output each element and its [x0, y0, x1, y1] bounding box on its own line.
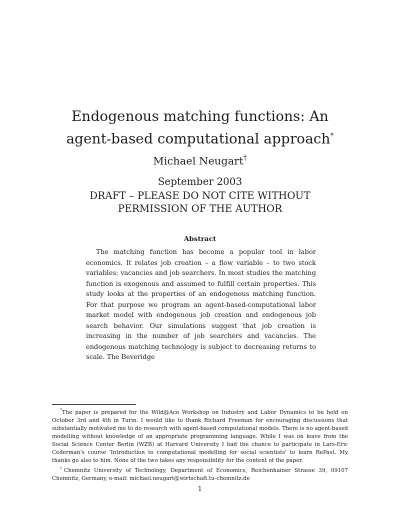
author-text: Michael Neugart	[153, 155, 244, 168]
title-footnote-mark: *	[330, 132, 334, 140]
footnote-2	[52, 464, 348, 483]
abstract-heading: Abstract	[183, 235, 217, 243]
paper-date: September 2003	[157, 177, 243, 188]
abstract-body: The matching function has become a popular tool in labor economics. It relates job creation – a flow variable – to two stock variables: vacancies and job searchers. In most studies the matching function is exogenous and assumed to fulfill certain properties. This study looks at the properties of an endogenous matching function. For that purpose we program an agent-based-computational labor market model with endogenous job creation and endogenous job search behavior. Our simulations suggest that job creation is increasing in the number of job searchers and vacancies. The endogenous matching technology is subject to decreasing returns to scale. The Beveridge	[86, 248, 316, 361]
footnote-2-text: Chemnitz University of Technology, Department of Economics, Reichenhainer Strasse 39, 09107 Chemnitz, Germany, e-mail: michael.neugart@wirtschaft.tu-chemnitz.de	[52, 467, 348, 482]
footnote-1	[52, 406, 348, 465]
draft-line-2: PERMISSION OF THE AUTHOR	[117, 204, 283, 215]
footnote-1-mark: *	[60, 407, 62, 412]
draft-notice	[60, 190, 340, 216]
footnote-2-mark: †	[60, 465, 64, 470]
draft-line-1: DRAFT – PLEASE DO NOT CITE WITHOUT	[89, 191, 311, 202]
title-line-1: Endogenous matching functions: An	[71, 109, 329, 125]
author-footnote-mark: †	[243, 154, 247, 162]
footnote-1-text: The paper is prepared for the Wild@Ace Workshop on Industry and Labor Dynamics to be held on October 3rd and 4th in Turin. I would like to thank Richard Freeman for encouraging discussions that substantially motivated me to do research with agent-based computational models. There is no agent-based modelling without knowledge of an appropriate programming language. While I was on leave from the Social Science Center Berlin (WZB) at Harvard University I had the chance to participate in Lars-Eric Cederman's course 'Introduction to computational modelling for social scientists' to learn RePast. My thanks go also to him. None of the two takes any responsibility for the content of the paper.	[52, 409, 348, 464]
paper-title	[60, 108, 340, 150]
page-number: 1	[197, 485, 203, 493]
title-line-2: agent-based computational approach	[66, 131, 331, 148]
author-name	[60, 151, 340, 169]
footnote-divider	[52, 404, 136, 405]
